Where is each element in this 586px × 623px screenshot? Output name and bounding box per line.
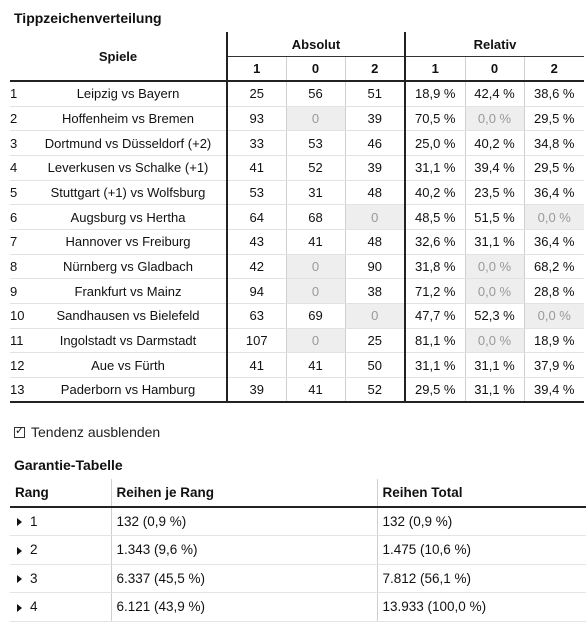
row-index: 4 bbox=[10, 155, 30, 180]
header-abs-0: 0 bbox=[286, 57, 345, 82]
abs-0: 52 bbox=[286, 155, 345, 180]
abs-1: 93 bbox=[227, 106, 286, 131]
abs-1: 42 bbox=[227, 254, 286, 279]
row-index: 5 bbox=[10, 180, 30, 205]
rel-1: 31,8 % bbox=[405, 254, 465, 279]
header-reihen-total: Reihen Total bbox=[377, 479, 586, 507]
header-rang: Rang bbox=[10, 479, 111, 507]
match-name: Frankfurt vs Mainz bbox=[30, 279, 227, 304]
reihen-total-cell: 7.812 (56,1 %) bbox=[377, 564, 586, 593]
abs-0: 41 bbox=[286, 378, 345, 403]
rel-2: 18,9 % bbox=[524, 328, 584, 353]
garantie-row[interactable] bbox=[10, 507, 586, 536]
rang-label: 3 bbox=[30, 570, 38, 586]
rel-1: 70,5 % bbox=[405, 106, 465, 131]
match-name: Paderborn vs Hamburg bbox=[30, 378, 227, 403]
table-row bbox=[10, 254, 584, 279]
header-absolut: Absolut bbox=[227, 32, 405, 57]
abs-2: 0 bbox=[345, 304, 405, 329]
table-row bbox=[10, 304, 584, 329]
rel-2: 0,0 % bbox=[524, 205, 584, 230]
abs-1: 39 bbox=[227, 378, 286, 403]
header-rel-0: 0 bbox=[465, 57, 524, 82]
match-name: Leipzig vs Bayern bbox=[30, 81, 227, 106]
rel-2: 36,4 % bbox=[524, 230, 584, 255]
abs-1: 94 bbox=[227, 279, 286, 304]
garantie-row[interactable] bbox=[10, 564, 586, 593]
row-index: 9 bbox=[10, 279, 30, 304]
table-row bbox=[10, 131, 584, 156]
expand-triangle-icon[interactable] bbox=[17, 604, 22, 612]
row-index: 1 bbox=[10, 81, 30, 106]
rel-1: 47,7 % bbox=[405, 304, 465, 329]
header-abs-2: 2 bbox=[345, 57, 405, 82]
tippzeichen-table bbox=[10, 32, 584, 403]
row-index: 10 bbox=[10, 304, 30, 329]
rel-0: 31,1 % bbox=[465, 378, 524, 403]
row-index: 6 bbox=[10, 205, 30, 230]
rel-2: 29,5 % bbox=[524, 155, 584, 180]
rel-0: 0,0 % bbox=[465, 254, 524, 279]
rel-2: 38,6 % bbox=[524, 81, 584, 106]
reihen-je-rang-cell: 6.337 (45,5 %) bbox=[111, 564, 377, 593]
rel-2: 68,2 % bbox=[524, 254, 584, 279]
abs-0: 0 bbox=[286, 106, 345, 131]
rel-2: 39,4 % bbox=[524, 378, 584, 403]
rel-2: 36,4 % bbox=[524, 180, 584, 205]
row-index: 7 bbox=[10, 230, 30, 255]
expand-triangle-icon[interactable] bbox=[17, 575, 22, 583]
table-row bbox=[10, 328, 584, 353]
rang-cell[interactable] bbox=[10, 536, 111, 565]
abs-2: 0 bbox=[345, 205, 405, 230]
abs-0: 69 bbox=[286, 304, 345, 329]
match-name: Aue vs Fürth bbox=[30, 353, 227, 378]
abs-2: 51 bbox=[345, 81, 405, 106]
rel-1: 31,1 % bbox=[405, 155, 465, 180]
reihen-je-rang-cell: 6.121 (43,9 %) bbox=[111, 593, 377, 622]
rel-0: 40,2 % bbox=[465, 131, 524, 156]
abs-2: 50 bbox=[345, 353, 405, 378]
row-index: 11 bbox=[10, 328, 30, 353]
expand-triangle-icon[interactable] bbox=[17, 547, 22, 555]
header-spiele: Spiele bbox=[10, 32, 227, 81]
rel-1: 18,9 % bbox=[405, 81, 465, 106]
match-name: Leverkusen vs Schalke (+1) bbox=[30, 155, 227, 180]
abs-0: 31 bbox=[286, 180, 345, 205]
abs-0: 0 bbox=[286, 328, 345, 353]
header-relativ: Relativ bbox=[405, 32, 584, 57]
abs-1: 41 bbox=[227, 155, 286, 180]
tendenz-toggle[interactable] bbox=[14, 424, 160, 440]
reihen-total-cell: 132 (0,9 %) bbox=[377, 507, 586, 536]
table-row bbox=[10, 279, 584, 304]
rang-cell[interactable] bbox=[10, 507, 111, 536]
abs-1: 64 bbox=[227, 205, 286, 230]
match-name: Sandhausen vs Bielefeld bbox=[30, 304, 227, 329]
table-row bbox=[10, 180, 584, 205]
abs-2: 52 bbox=[345, 378, 405, 403]
rang-label: 4 bbox=[30, 599, 38, 615]
row-index: 8 bbox=[10, 254, 30, 279]
row-index: 13 bbox=[10, 378, 30, 403]
garantie-title: Garantie-Tabelle bbox=[14, 457, 123, 473]
tipp-title: Tippzeichenverteilung bbox=[14, 10, 162, 26]
rel-1: 48,5 % bbox=[405, 205, 465, 230]
rel-0: 51,5 % bbox=[465, 205, 524, 230]
rel-2: 28,8 % bbox=[524, 279, 584, 304]
abs-2: 46 bbox=[345, 131, 405, 156]
abs-0: 0 bbox=[286, 254, 345, 279]
match-name: Dortmund vs Düsseldorf (+2) bbox=[30, 131, 227, 156]
rel-1: 25,0 % bbox=[405, 131, 465, 156]
abs-0: 53 bbox=[286, 131, 345, 156]
rel-1: 32,6 % bbox=[405, 230, 465, 255]
abs-2: 25 bbox=[345, 328, 405, 353]
rel-2: 29,5 % bbox=[524, 106, 584, 131]
abs-1: 41 bbox=[227, 353, 286, 378]
rel-1: 81,1 % bbox=[405, 328, 465, 353]
header-abs-1: 1 bbox=[227, 57, 286, 82]
rel-0: 0,0 % bbox=[465, 106, 524, 131]
table-row bbox=[10, 106, 584, 131]
abs-0: 68 bbox=[286, 205, 345, 230]
tendenz-checkbox[interactable] bbox=[14, 427, 25, 438]
rel-0: 0,0 % bbox=[465, 279, 524, 304]
abs-0: 0 bbox=[286, 279, 345, 304]
header-rel-1: 1 bbox=[405, 57, 465, 82]
rel-1: 29,5 % bbox=[405, 378, 465, 403]
rel-1: 71,2 % bbox=[405, 279, 465, 304]
table-row bbox=[10, 205, 584, 230]
abs-0: 41 bbox=[286, 230, 345, 255]
abs-2: 48 bbox=[345, 180, 405, 205]
rel-2: 37,9 % bbox=[524, 353, 584, 378]
row-index: 2 bbox=[10, 106, 30, 131]
reihen-je-rang-cell: 1.343 (9,6 %) bbox=[111, 536, 377, 565]
rel-2: 0,0 % bbox=[524, 304, 584, 329]
abs-1: 63 bbox=[227, 304, 286, 329]
table-row bbox=[10, 81, 584, 106]
table-row bbox=[10, 230, 584, 255]
table-row bbox=[10, 378, 584, 403]
rel-0: 0,0 % bbox=[465, 328, 524, 353]
reihen-je-rang-cell: 132 (0,9 %) bbox=[111, 507, 377, 536]
abs-0: 56 bbox=[286, 81, 345, 106]
match-name: Nürnberg vs Gladbach bbox=[30, 254, 227, 279]
garantie-row[interactable] bbox=[10, 593, 586, 622]
rel-0: 52,3 % bbox=[465, 304, 524, 329]
rel-0: 39,4 % bbox=[465, 155, 524, 180]
rel-1: 40,2 % bbox=[405, 180, 465, 205]
match-name: Stuttgart (+1) vs Wolfsburg bbox=[30, 180, 227, 205]
table-row bbox=[10, 353, 584, 378]
reihen-total-cell: 1.475 (10,6 %) bbox=[377, 536, 586, 565]
rang-cell[interactable] bbox=[10, 593, 111, 622]
rel-0: 23,5 % bbox=[465, 180, 524, 205]
rang-label: 2 bbox=[30, 542, 38, 558]
abs-2: 48 bbox=[345, 230, 405, 255]
abs-1: 107 bbox=[227, 328, 286, 353]
match-name: Hannover vs Freiburg bbox=[30, 230, 227, 255]
rang-cell[interactable] bbox=[10, 564, 111, 593]
expand-triangle-icon[interactable] bbox=[17, 518, 22, 526]
abs-2: 38 bbox=[345, 279, 405, 304]
row-index: 3 bbox=[10, 131, 30, 156]
rel-0: 42,4 % bbox=[465, 81, 524, 106]
abs-1: 25 bbox=[227, 81, 286, 106]
abs-2: 39 bbox=[345, 155, 405, 180]
rel-0: 31,1 % bbox=[465, 353, 524, 378]
rel-2: 34,8 % bbox=[524, 131, 584, 156]
tendenz-label: Tendenz ausblenden bbox=[31, 424, 161, 440]
abs-0: 41 bbox=[286, 353, 345, 378]
header-rel-2: 2 bbox=[524, 57, 584, 82]
match-name: Ingolstadt vs Darmstadt bbox=[30, 328, 227, 353]
header-reihen-je-rang: Reihen je Rang bbox=[111, 479, 377, 507]
rel-1: 31,1 % bbox=[405, 353, 465, 378]
match-name: Hoffenheim vs Bremen bbox=[30, 106, 227, 131]
match-name: Augsburg vs Hertha bbox=[30, 205, 227, 230]
garantie-table bbox=[10, 479, 586, 622]
abs-2: 39 bbox=[345, 106, 405, 131]
abs-2: 90 bbox=[345, 254, 405, 279]
rel-0: 31,1 % bbox=[465, 230, 524, 255]
abs-1: 33 bbox=[227, 131, 286, 156]
rang-label: 1 bbox=[30, 514, 38, 529]
garantie-row[interactable] bbox=[10, 536, 586, 565]
row-index: 12 bbox=[10, 353, 30, 378]
abs-1: 53 bbox=[227, 180, 286, 205]
abs-1: 43 bbox=[227, 230, 286, 255]
table-row bbox=[10, 155, 584, 180]
reihen-total-cell: 13.933 (100,0 %) bbox=[377, 593, 586, 622]
